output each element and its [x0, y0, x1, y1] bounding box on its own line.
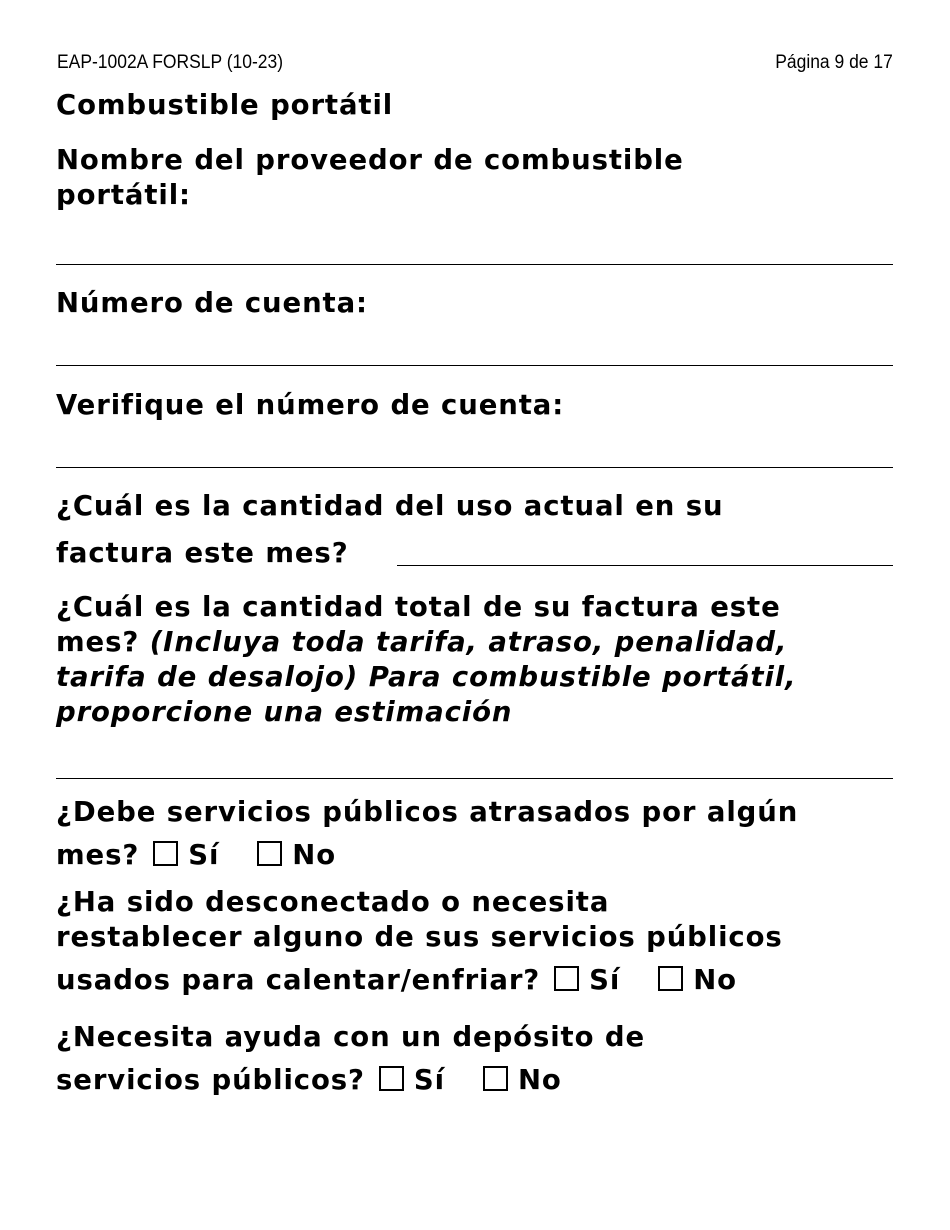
verify-account-field[interactable] [56, 467, 893, 468]
total-bill-field[interactable] [56, 778, 893, 779]
label-line: portátil: [56, 179, 191, 211]
label-line: Nombre del proveedor de combustible [56, 144, 684, 176]
label-text: mes? [56, 626, 140, 658]
current-usage-field[interactable] [397, 565, 893, 566]
question-line: mes? [56, 839, 140, 871]
no-label: No [517, 1064, 562, 1096]
question-line: usados para calentar/enfriar? [56, 964, 541, 996]
yes-label: Sí [413, 1064, 445, 1096]
current-usage-label-2: factura este mes? [56, 537, 349, 569]
yes-label: Sí [188, 839, 220, 871]
disconnected-question [56, 885, 783, 998]
label-line: ¿Cuál es la cantidad total de su factura este [56, 591, 781, 623]
provider-name-label [56, 143, 684, 213]
no-label: No [292, 839, 336, 871]
label-line [56, 625, 796, 660]
disconnected-yes-checkbox[interactable] [554, 966, 579, 991]
question-line: ¿Ha sido desconectado o necesita [56, 886, 610, 918]
form-id: EAP-1002A FORSLP (10-23) [57, 52, 284, 73]
current-usage-label: ¿Cuál es la cantidad del uso actual en su [56, 490, 724, 522]
arrears-question [56, 795, 798, 873]
question-line: restablecer alguno de sus servicios públicos [56, 921, 783, 953]
arrears-no-checkbox[interactable] [257, 841, 282, 866]
label-note: tarifa de desalojo) Para combustible portátil, [56, 661, 797, 693]
question-line: ¿Necesita ayuda con un depósito de [56, 1021, 646, 1053]
label-note: proporcione una estimación [56, 696, 513, 728]
deposit-no-checkbox[interactable] [483, 1066, 508, 1091]
account-number-field[interactable] [56, 365, 893, 366]
question-line: ¿Debe servicios públicos atrasados por algún [56, 796, 799, 828]
provider-name-field[interactable] [56, 264, 893, 265]
section-title: Combustible portátil [56, 89, 394, 121]
no-label: No [693, 964, 737, 996]
yes-label: Sí [589, 964, 621, 996]
account-number-label: Número de cuenta: [56, 287, 368, 319]
question-line: servicios públicos? [56, 1064, 365, 1096]
total-bill-label [56, 590, 796, 730]
verify-account-label: Verifique el número de cuenta: [56, 389, 565, 421]
deposit-yes-checkbox[interactable] [379, 1066, 404, 1091]
label-note: (Incluya toda tarifa, atraso, penalidad, [149, 626, 788, 658]
page-number: Página 9 de 17 [775, 52, 893, 73]
disconnected-no-checkbox[interactable] [658, 966, 683, 991]
deposit-question [56, 1020, 645, 1098]
arrears-yes-checkbox[interactable] [153, 841, 178, 866]
